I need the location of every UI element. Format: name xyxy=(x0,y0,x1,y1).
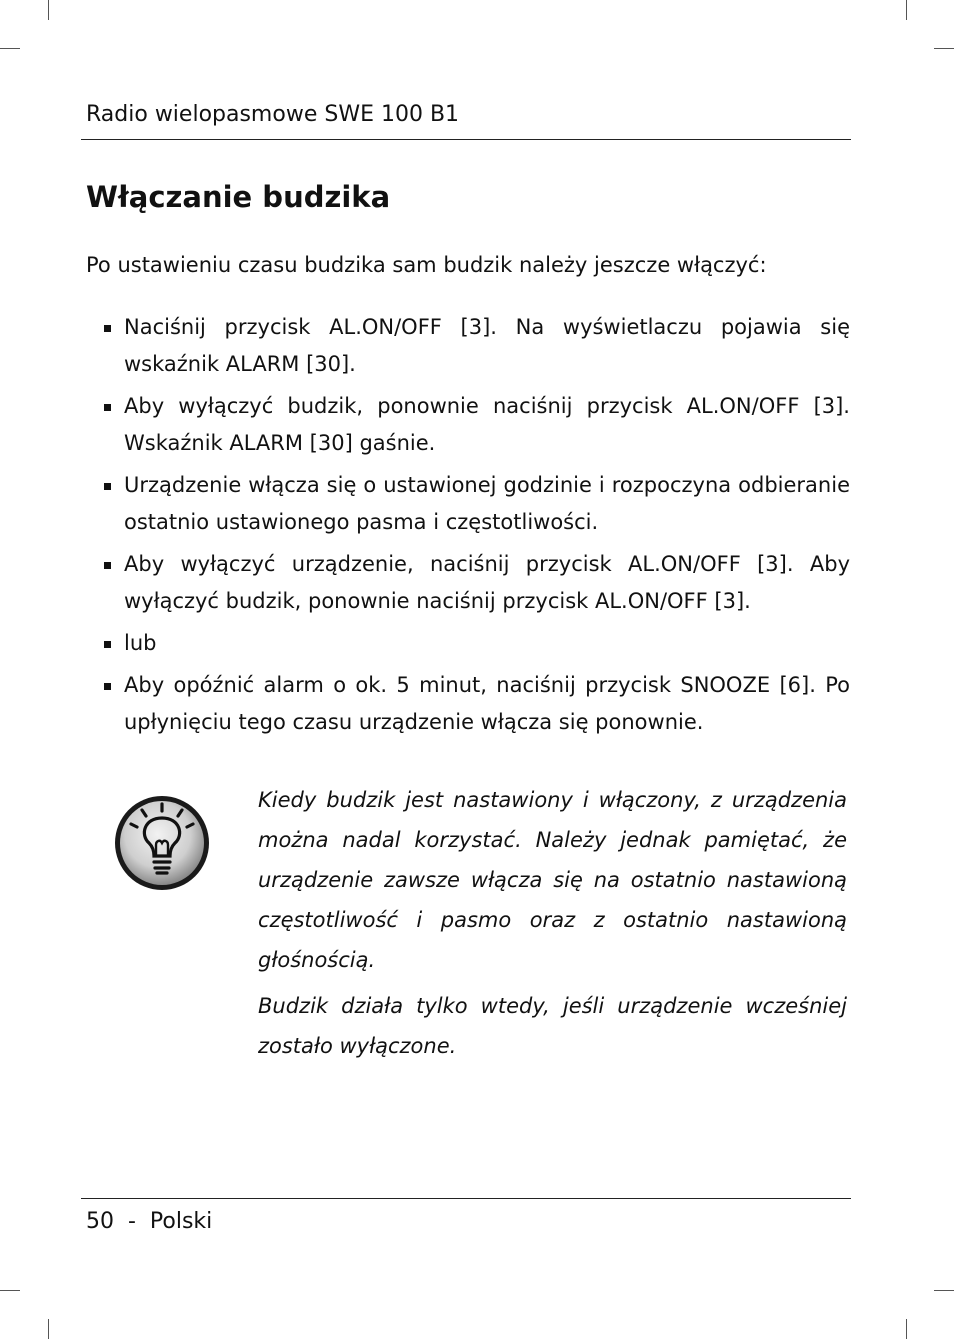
list-item xyxy=(104,625,850,662)
instruction-list xyxy=(104,309,850,746)
footer-rule xyxy=(81,1198,851,1199)
square-bullet-icon xyxy=(104,641,111,648)
crop-mark xyxy=(906,1319,907,1339)
list-item xyxy=(104,309,850,383)
tip-paragraph: Kiedy budzik jest nastawiony i włączony, z urządzenia można nadal korzystać. Należy jednak pamiętać, że urządzenie zawsze włącza się na ostatnio nastawioną częstotliwość i pasmo oraz z ostatnio nastawioną głośnością. xyxy=(258,788,847,972)
crop-mark xyxy=(934,1290,954,1291)
square-bullet-icon xyxy=(104,483,111,490)
list-item-text: Aby wyłączyć urządzenie, naciśnij przycisk AL.ON/OFF [3]. Aby wyłączyć budzik, ponownie naciśnij przycisk AL.ON/OFF [3]. xyxy=(124,552,850,613)
list-item-text: lub xyxy=(124,631,157,655)
intro-paragraph: Po ustawieniu czasu budzika sam budzik należy jeszcze włączyć: xyxy=(86,253,767,277)
page-footer: 50 - Polski xyxy=(86,1209,213,1234)
running-header: Radio wielopasmowe SWE 100 B1 xyxy=(86,102,460,127)
crop-mark xyxy=(48,1319,49,1339)
list-item xyxy=(104,467,850,541)
header-rule xyxy=(81,139,851,140)
list-item xyxy=(104,388,850,462)
lightbulb-icon xyxy=(112,793,212,893)
tip-note xyxy=(258,780,847,1072)
crop-mark xyxy=(934,48,954,49)
list-item xyxy=(104,667,850,741)
square-bullet-icon xyxy=(104,325,111,332)
list-item-text: Naciśnij przycisk AL.ON/OFF [3]. Na wyświetlaczu pojawia się wskaźnik ALARM [30]. xyxy=(124,315,850,376)
tip-paragraph: Budzik działa tylko wtedy, jeśli urządzenie wcześniej zostało wyłączone. xyxy=(258,994,847,1058)
crop-mark xyxy=(0,48,20,49)
square-bullet-icon xyxy=(104,683,111,690)
crop-mark xyxy=(48,0,49,20)
square-bullet-icon xyxy=(104,404,111,411)
list-item xyxy=(104,546,850,620)
crop-mark xyxy=(906,0,907,20)
crop-mark xyxy=(0,1290,20,1291)
list-item-text: Urządzenie włącza się o ustawionej godzinie i rozpoczyna odbieranie ostatnio ustawionego pasma i częstotliwości. xyxy=(124,473,850,534)
list-item-text: Aby opóźnić alarm o ok. 5 minut, naciśnij przycisk SNOOZE [6]. Po upłynięciu tego czasu urządzenie włącza się ponownie. xyxy=(124,673,850,734)
list-item-text: Aby wyłączyć budzik, ponownie naciśnij przycisk AL.ON/OFF [3]. Wskaźnik ALARM [30] gaśnie. xyxy=(124,394,850,455)
page-title: Włączanie budzika xyxy=(86,180,391,214)
square-bullet-icon xyxy=(104,562,111,569)
